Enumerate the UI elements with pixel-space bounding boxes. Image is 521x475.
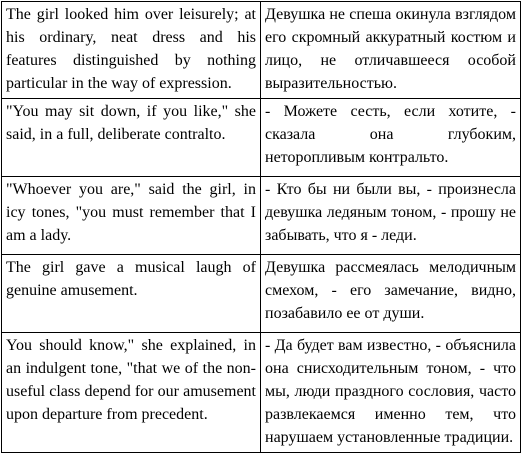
table-row: [2, 2, 521, 99]
russian-cell: - Можете сесть, если хотите, - сказала она глубоким, неторопливым контральто.: [261, 99, 521, 177]
english-cell: "You may sit down, if you like," she said, in a full, deliberate contralto.: [2, 99, 261, 177]
english-cell: "Whoever you are," said the girl, in icy tones, "you must remember that I am a lady.: [2, 177, 261, 255]
english-cell: The girl gave a musical laugh of genuine amusement.: [2, 255, 261, 333]
translation-document: [1, 1, 520, 474]
table-row: [2, 177, 521, 255]
english-cell: The girl looked him over leisurely; at his ordinary, neat dress and his features distinguished by nothing particular in the way of expression.: [2, 2, 261, 99]
english-cell: You should know," she explained, in an indulgent tone, "that we of the non-useful class depend for our amusement upon departure from precedent.: [2, 333, 261, 453]
russian-cell: - Да будет вам известно, - объяснила она снисходительным тоном, - что мы, люди праздного сословия, часто развлекаемся именно тем, что нарушаем установленные традиции.: [261, 333, 521, 453]
table-row: [2, 333, 521, 453]
russian-cell: Девушка рассмеялась мелодичным смехом, - его замечание, видно, позабавило ее от души.: [261, 255, 521, 333]
table-row: [2, 99, 521, 177]
table-row: [2, 255, 521, 333]
russian-cell: Девушка не спеша окинула взглядом его скромный аккуратный костюм и лицо, не отличавшееся особой выразительностью.: [261, 2, 521, 99]
russian-cell: - Кто бы ни были вы, - произнесла девушка ледяным тоном, - прошу не забывать, что я - леди.: [261, 177, 521, 255]
bilingual-translation-table: [1, 1, 521, 453]
